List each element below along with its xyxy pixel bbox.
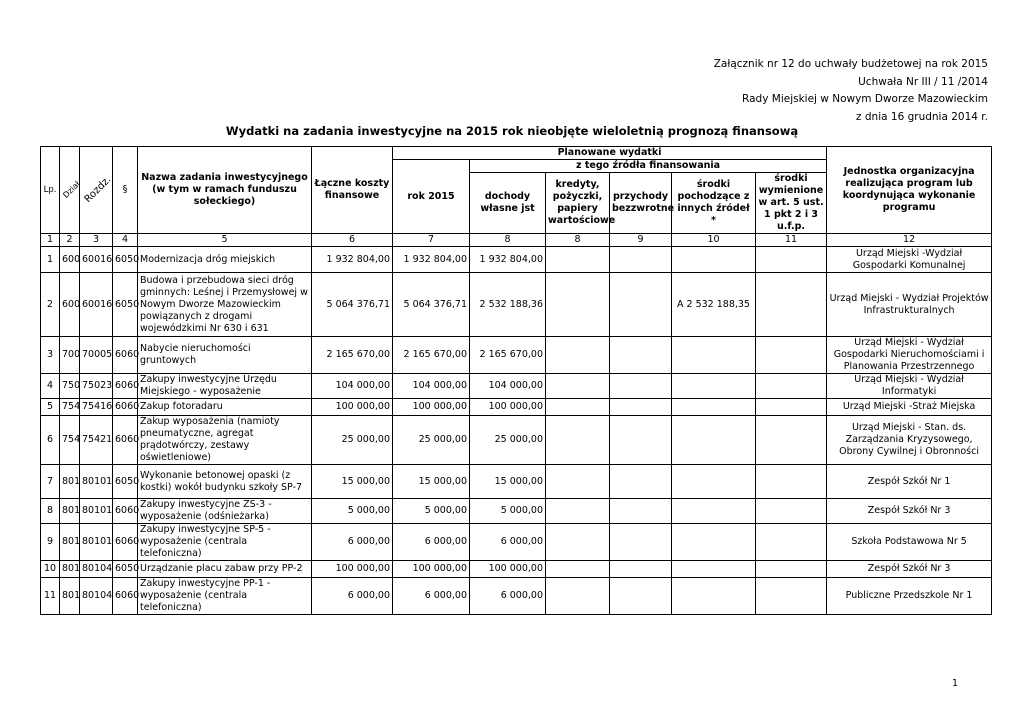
row-rozdz: 60016 (80, 273, 113, 337)
row-dzial: 600 (60, 273, 80, 337)
row-loans (546, 465, 610, 499)
table-row (41, 561, 992, 578)
row-paragraph: 6060 (113, 499, 138, 524)
investment-table (40, 146, 992, 615)
row-total-costs: 15 000,00 (312, 465, 393, 499)
row-lp: 5 (41, 399, 60, 416)
row-other-sources (672, 578, 756, 615)
row-own-income: 1 932 804,00 (470, 247, 546, 273)
table-row (41, 337, 992, 374)
row-lp: 8 (41, 499, 60, 524)
table-row (41, 374, 992, 399)
row-lp: 10 (41, 561, 60, 578)
row-task-name: Zakup fotoradaru (138, 399, 312, 416)
header-year-2015: rok 2015 (393, 160, 470, 234)
row-total-costs: 1 932 804,00 (312, 247, 393, 273)
row-unit: Publiczne Przedszkole Nr 1 (827, 578, 992, 615)
row-year-2015: 104 000,00 (393, 374, 470, 399)
row-year-2015: 6 000,00 (393, 524, 470, 561)
column-number: 1 (41, 234, 60, 247)
row-dzial: 754 (60, 416, 80, 465)
row-own-income: 25 000,00 (470, 416, 546, 465)
row-rozdz: 80101 (80, 524, 113, 561)
header-grants: przychody bezzwrotne (610, 173, 672, 234)
row-loans (546, 416, 610, 465)
header-dzial: Dział (60, 147, 80, 234)
column-number-row (41, 234, 992, 247)
row-other-sources (672, 416, 756, 465)
row-own-income: 6 000,00 (470, 524, 546, 561)
row-dzial: 700 (60, 337, 80, 374)
column-number: 8 (470, 234, 546, 247)
row-lp: 3 (41, 337, 60, 374)
row-other-sources (672, 399, 756, 416)
row-paragraph: 6050 (113, 247, 138, 273)
header-other-sources: środki pochodzące z innych źródeł * (672, 173, 756, 234)
row-lp: 6 (41, 416, 60, 465)
row-total-costs: 5 064 376,71 (312, 273, 393, 337)
row-total-costs: 2 165 670,00 (312, 337, 393, 374)
row-dzial: 600 (60, 247, 80, 273)
row-unit: Szkoła Podstawowa Nr 5 (827, 524, 992, 561)
row-loans (546, 399, 610, 416)
table-row (41, 247, 992, 273)
column-number: 9 (610, 234, 672, 247)
row-loans (546, 247, 610, 273)
row-total-costs: 6 000,00 (312, 578, 393, 615)
row-own-income: 15 000,00 (470, 465, 546, 499)
row-dzial: 801 (60, 524, 80, 561)
row-unit: Urząd Miejski -Straż Miejska (827, 399, 992, 416)
row-other-sources: A 2 532 188,35 (672, 273, 756, 337)
row-art5-funds (756, 561, 827, 578)
column-number: 8 (546, 234, 610, 247)
header-funding-sources: z tego źródła finansowania (470, 160, 827, 173)
row-rozdz: 75421 (80, 416, 113, 465)
row-task-name: Zakupy inwestycyjne PP-1 - wyposażenie (centrala telefoniczna) (138, 578, 312, 615)
column-number: 7 (393, 234, 470, 247)
row-rozdz: 75416 (80, 399, 113, 416)
row-grants (610, 561, 672, 578)
row-art5-funds (756, 337, 827, 374)
row-year-2015: 2 165 670,00 (393, 337, 470, 374)
row-lp: 9 (41, 524, 60, 561)
row-task-name: Zakupy inwestycyjne Urzędu Miejskiego - wyposażenie (138, 374, 312, 399)
column-number: 2 (60, 234, 80, 247)
row-rozdz: 60016 (80, 247, 113, 273)
row-paragraph: 6050 (113, 273, 138, 337)
row-grants (610, 273, 672, 337)
row-unit: Urząd Miejski - Wydział Projektów Infrastrukturalnych (827, 273, 992, 337)
header-line-date: z dnia 16 grudnia 2014 r. (856, 110, 988, 123)
header-task-name: Nazwa zadania inwestycyjnego (w tym w ramach funduszu sołeckiego) (138, 147, 312, 234)
row-other-sources (672, 337, 756, 374)
row-paragraph: 6060 (113, 416, 138, 465)
row-task-name: Modernizacja dróg miejskich (138, 247, 312, 273)
row-other-sources (672, 247, 756, 273)
row-lp: 1 (41, 247, 60, 273)
row-paragraph: 6050 (113, 561, 138, 578)
row-dzial: 801 (60, 561, 80, 578)
row-total-costs: 104 000,00 (312, 374, 393, 399)
row-paragraph: 6050 (113, 465, 138, 499)
document-header (714, 56, 988, 126)
column-number: 11 (756, 234, 827, 247)
row-total-costs: 5 000,00 (312, 499, 393, 524)
row-art5-funds (756, 578, 827, 615)
row-total-costs: 100 000,00 (312, 561, 393, 578)
row-rozdz: 80101 (80, 465, 113, 499)
row-other-sources (672, 465, 756, 499)
row-year-2015: 6 000,00 (393, 578, 470, 615)
row-paragraph: 6060 (113, 399, 138, 416)
row-loans (546, 578, 610, 615)
header-line-attachment: Załącznik nr 12 do uchwały budżetowej na rok 2015 (713, 58, 988, 70)
column-number: 10 (672, 234, 756, 247)
row-grants (610, 499, 672, 524)
header-rozdz: Rozdz. (80, 147, 113, 234)
row-total-costs: 6 000,00 (312, 524, 393, 561)
row-other-sources (672, 524, 756, 561)
row-loans (546, 561, 610, 578)
row-own-income: 104 000,00 (470, 374, 546, 399)
row-paragraph: 6060 (113, 578, 138, 615)
row-dzial: 750 (60, 374, 80, 399)
row-grants (610, 337, 672, 374)
document-title: Wydatki na zadania inwestycyjne na 2015 rok nieobjęte wieloletnią prognozą finansową (225, 124, 799, 138)
table-row (41, 399, 992, 416)
row-total-costs: 25 000,00 (312, 416, 393, 465)
table-row (41, 273, 992, 337)
table-row (41, 578, 992, 615)
row-rozdz: 80104 (80, 561, 113, 578)
row-dzial: 801 (60, 499, 80, 524)
row-other-sources (672, 499, 756, 524)
row-rozdz: 75023 (80, 374, 113, 399)
row-art5-funds (756, 416, 827, 465)
row-own-income: 2 532 188,36 (470, 273, 546, 337)
row-task-name: Urządzanie placu zabaw przy PP-2 (138, 561, 312, 578)
row-total-costs: 100 000,00 (312, 399, 393, 416)
header-unit: Jednostka organizacyjna realizująca program lub koordynująca wykonanie programu (827, 147, 992, 234)
header-total-costs: Łączne koszty finansowe (312, 147, 393, 234)
row-grants (610, 247, 672, 273)
row-own-income: 2 165 670,00 (470, 337, 546, 374)
row-paragraph: 6060 (113, 524, 138, 561)
row-unit: Zespół Szkół Nr 3 (827, 561, 992, 578)
column-number: 3 (80, 234, 113, 247)
row-grants (610, 465, 672, 499)
row-lp: 4 (41, 374, 60, 399)
column-number: 4 (113, 234, 138, 247)
row-task-name: Zakupy inwestycyjne SP-5 - wyposażenie (centrala telefoniczna) (138, 524, 312, 561)
column-number: 6 (312, 234, 393, 247)
row-year-2015: 5 064 376,71 (393, 273, 470, 337)
header-line-council: Rady Miejskiej w Nowym Dworze Mazowieckim (742, 93, 988, 105)
row-own-income: 100 000,00 (470, 561, 546, 578)
row-year-2015: 100 000,00 (393, 561, 470, 578)
header-planned-expenses: Planowane wydatki (393, 147, 827, 160)
header-line-resolution: Uchwała Nr III / 11 /2014 (858, 75, 988, 88)
row-art5-funds (756, 374, 827, 399)
table-row (41, 499, 992, 524)
row-unit: Urząd Miejski - Wydział Informatyki (827, 374, 992, 399)
table-row (41, 524, 992, 561)
column-number: 12 (827, 234, 992, 247)
row-rozdz: 80101 (80, 499, 113, 524)
header-own-income: dochody własne jst (470, 173, 546, 234)
row-rozdz: 70005 (80, 337, 113, 374)
row-paragraph: 6060 (113, 337, 138, 374)
column-number: 5 (138, 234, 312, 247)
row-year-2015: 5 000,00 (393, 499, 470, 524)
row-lp: 2 (41, 273, 60, 337)
row-unit: Zespół Szkół Nr 1 (827, 465, 992, 499)
table-body (41, 247, 992, 615)
row-loans (546, 499, 610, 524)
row-task-name: Budowa i przebudowa sieci dróg gminnych: Leśnej i Przemysłowej w Nowym Dworze Mazowieckim powiązanych z drogami wojewódzkimi Nr 630 i 631 (138, 273, 312, 337)
row-task-name: Nabycie nieruchomości gruntowych (138, 337, 312, 374)
row-own-income: 100 000,00 (470, 399, 546, 416)
row-year-2015: 25 000,00 (393, 416, 470, 465)
row-art5-funds (756, 247, 827, 273)
row-art5-funds (756, 465, 827, 499)
row-loans (546, 337, 610, 374)
row-unit: Urząd Miejski -Wydział Gospodarki Komunalnej (827, 247, 992, 273)
header-lp: Lp. (41, 147, 60, 234)
row-rozdz: 80104 (80, 578, 113, 615)
row-year-2015: 100 000,00 (393, 399, 470, 416)
row-grants (610, 416, 672, 465)
row-own-income: 6 000,00 (470, 578, 546, 615)
row-art5-funds (756, 273, 827, 337)
row-unit: Zespół Szkół Nr 3 (827, 499, 992, 524)
row-art5-funds (756, 399, 827, 416)
row-unit: Urząd Miejski - Wydział Gospodarki Nieruchomościami i Planowania Przestrzennego (827, 337, 992, 374)
row-grants (610, 524, 672, 561)
row-grants (610, 578, 672, 615)
row-task-name: Zakupy inwestycyjne ZS-3 - wyposażenie (odśnieżarka) (138, 499, 312, 524)
table-row (41, 416, 992, 465)
row-task-name: Wykonanie betonowej opaski (z kostki) wokół budynku szkoły SP-7 (138, 465, 312, 499)
row-own-income: 5 000,00 (470, 499, 546, 524)
row-unit: Urząd Miejski - Stan. ds. Zarządzania Kryzysowego, Obrony Cywilnej i Obronności (827, 416, 992, 465)
row-dzial: 801 (60, 465, 80, 499)
row-lp: 7 (41, 465, 60, 499)
row-dzial: 754 (60, 399, 80, 416)
row-other-sources (672, 374, 756, 399)
row-grants (610, 374, 672, 399)
header-art5-funds: środki wymienione w art. 5 ust. 1 pkt 2 i 3 u.f.p. (756, 173, 827, 234)
row-lp: 11 (41, 578, 60, 615)
row-loans (546, 524, 610, 561)
row-grants (610, 399, 672, 416)
row-other-sources (672, 561, 756, 578)
row-dzial: 801 (60, 578, 80, 615)
row-loans (546, 273, 610, 337)
row-loans (546, 374, 610, 399)
row-art5-funds (756, 499, 827, 524)
row-year-2015: 1 932 804,00 (393, 247, 470, 273)
row-year-2015: 15 000,00 (393, 465, 470, 499)
page-number: 1 (952, 678, 959, 689)
row-paragraph: 6060 (113, 374, 138, 399)
row-art5-funds (756, 524, 827, 561)
header-loans: kredyty, pożyczki, papiery wartościowe (546, 173, 610, 234)
table-row (41, 465, 992, 499)
header-paragraph: § (113, 147, 138, 234)
row-task-name: Zakup wyposażenia (namioty pneumatyczne, agregat prądotwórczy, zestawy oświetleniowe) (138, 416, 312, 465)
